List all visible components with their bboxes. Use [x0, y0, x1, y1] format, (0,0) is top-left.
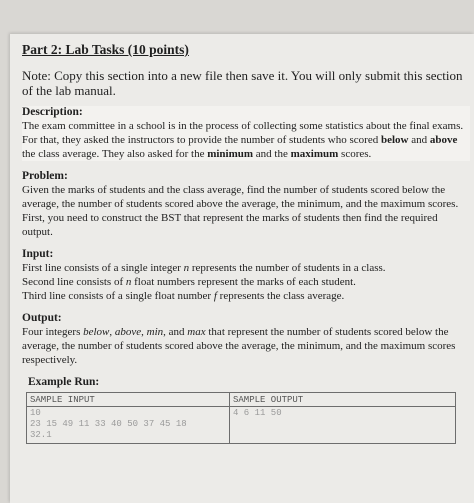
output-c3: , and: [163, 326, 188, 338]
input-line-3-var: f: [213, 290, 217, 302]
sample-input-line: 23 15 49 11 33 40 50 37 45 18: [30, 419, 187, 429]
sample-input-line: 10: [30, 408, 41, 418]
input-line-3-b: represents the class average.: [216, 290, 345, 302]
input-line-1-var: n: [183, 262, 190, 274]
output-heading: Output:: [22, 312, 62, 324]
description-below: below: [380, 134, 409, 146]
output-var-above: above: [114, 326, 142, 338]
output-var-below: below: [83, 326, 110, 338]
sample-output-line: 4 6 11 50: [233, 408, 282, 418]
description-part3: scores.: [338, 148, 372, 160]
output-c1: ,: [109, 326, 115, 338]
problem-section: [22, 170, 470, 239]
input-line-1: [22, 261, 470, 275]
output-var-min: min: [146, 326, 164, 338]
problem-text: Given the marks of students and the class average, find the number of students scored below the average, the number of students scored above the average, the minimum, and the maximum scores. First, you need to construct the BST that represent the marks of students then find the required output.: [22, 184, 459, 238]
description-part2: the class average. They also asked for the: [22, 148, 208, 160]
sample-input-cell: [27, 407, 230, 444]
description-maximum: maximum: [290, 148, 339, 160]
description-heading: Description:: [22, 106, 83, 118]
description-section: [22, 106, 470, 161]
output-c2: ,: [141, 326, 147, 338]
description-above: above: [429, 134, 458, 146]
document-page: [10, 34, 474, 503]
sample-output-header: SAMPLE OUTPUT: [230, 393, 456, 407]
output-a: Four integers: [22, 326, 84, 338]
input-line-3: [22, 289, 470, 303]
output-section: [22, 312, 470, 367]
description-minimum: minimum: [207, 148, 254, 160]
example-run-label: Example Run:: [28, 376, 100, 388]
note-paragraph: Note: Copy this section into a new file then save it. You will only submit this section of the lab manual.: [22, 68, 463, 98]
example-table: [26, 392, 456, 444]
input-line-1-a: First line consists of a single integer: [22, 262, 184, 274]
output-text: [22, 325, 470, 367]
input-line-2: [22, 275, 470, 289]
input-line-2-var: n: [125, 276, 132, 288]
sample-input-header: SAMPLE INPUT: [27, 393, 230, 407]
sample-input-line: 32.1: [30, 430, 52, 440]
sample-output-cell: [230, 407, 456, 444]
input-line-2-a: Second line consists of: [22, 276, 126, 288]
description-text: [22, 119, 470, 161]
output-b: that represent the number of students scored below the average, the number of students scored above the average, the minimum, and the maximum scores respectively.: [22, 326, 456, 366]
input-line-2-b: float numbers represent the marks of each student.: [131, 276, 356, 288]
input-section: [22, 248, 470, 303]
input-heading: Input:: [22, 248, 54, 260]
input-line-1-b: represents the number of students in a class.: [189, 262, 386, 274]
description-and2: and the: [253, 148, 291, 160]
page-title: Part 2: Lab Tasks (10 points): [22, 42, 189, 57]
document-body: [22, 42, 470, 444]
description-part1: The exam committee in a school is in the process of collecting some statistics about the final exams. For that, they asked the instructors to provide the number of students who scored: [22, 120, 464, 146]
description-and: and: [408, 134, 430, 146]
input-line-3-a: Third line consists of a single float number: [22, 290, 214, 302]
output-var-max: max: [187, 326, 206, 338]
problem-heading: Problem:: [22, 170, 68, 182]
